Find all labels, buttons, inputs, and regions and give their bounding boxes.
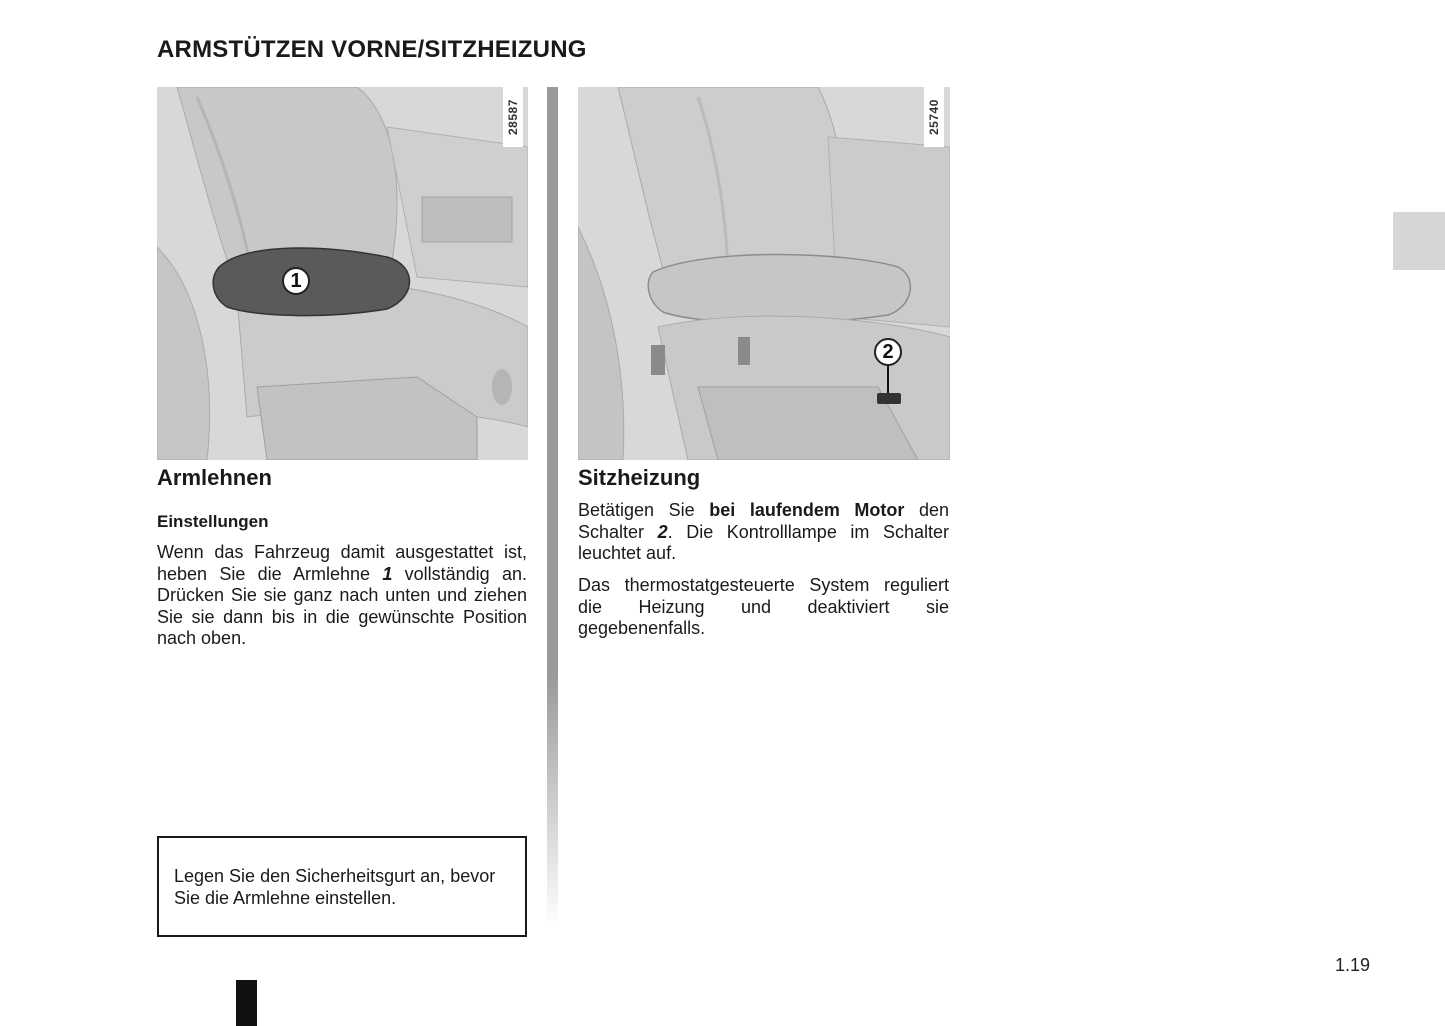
- figure-reference-number: 28587: [503, 87, 523, 147]
- callout-1: 1: [282, 267, 310, 295]
- chapter-tab: [1393, 212, 1445, 270]
- seat-heating-heading: Sitzheizung: [578, 465, 701, 490]
- column-divider: [547, 87, 558, 927]
- armrest-instructions: [157, 542, 527, 650]
- armrest-illustration: [157, 87, 528, 460]
- seat-heating-part2: den Schalter: [578, 500, 949, 542]
- safety-note-text: Legen Sie den Sicherheitsgurt an, bevor Sie die Armlehne einstellen.: [174, 866, 496, 908]
- seat-heating-part1: Betätigen Sie: [578, 500, 710, 520]
- armrest-ref: 1: [382, 563, 393, 584]
- switch-ref: 2: [657, 521, 668, 542]
- armrest-heading: Armlehnen: [157, 465, 272, 490]
- seat-heating-figure: [578, 87, 950, 460]
- armrest-instructions-part2: vollständig an. Drücken Sie sie ganz nach unten und ziehen Sie sie dann bis in die gewünschte Position nach oben.: [157, 563, 528, 648]
- print-marker: [236, 980, 257, 1026]
- settings-subheading: Einstellungen: [157, 512, 269, 531]
- page-title: ARMSTÜTZEN VORNE/SITZHEIZUNG: [157, 36, 587, 63]
- callout-2: 2: [874, 338, 902, 366]
- thermostat-paragraph: Das thermostatgesteuerte System reguliert die Heizung und deaktiviert sie gegebenenfalls.: [578, 575, 949, 638]
- seat-heating-part3: . Die Kontrolllampe im Schalter leuchtet auf.: [578, 521, 949, 563]
- seat-heating-bold: bei laufendem Motor: [709, 500, 905, 520]
- seat-heating-illustration: [578, 87, 950, 460]
- armrest-instructions-part1: Wenn das Fahrzeug damit ausgestattet ist, heben Sie die Armlehne: [157, 542, 527, 584]
- seat-heating-instructions: [578, 500, 949, 565]
- armrest-figure: [157, 87, 528, 460]
- page-number: 1.19: [1334, 955, 1370, 975]
- figure-reference-number: 25740: [924, 87, 944, 147]
- safety-note-box: [157, 836, 527, 937]
